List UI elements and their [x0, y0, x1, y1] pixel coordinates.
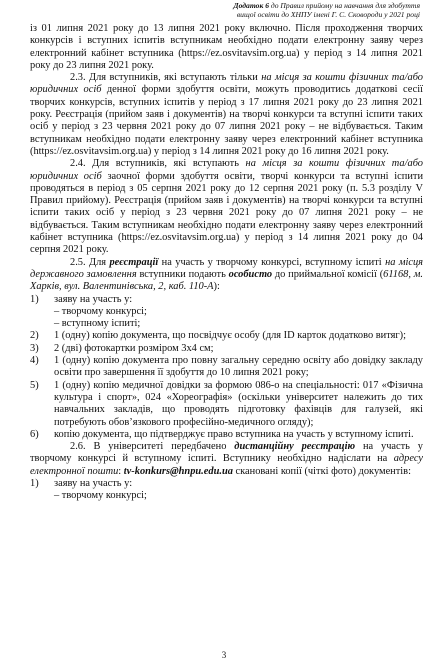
list-item: [30, 294, 423, 306]
p25-personally: особисто: [228, 268, 273, 280]
p24-text-c: заочної форми здобуття освіти, творчі конкурси та вступні іспити проводяться в період з 05 серпня 2021 року до 12 серпня 2021 року (п. 5.3 розділу V Правил прийому). Реєстрація (прийом заяв і документів) на творчі конкурси та вступні іспити таких осіб у період з 23 червня 2021 року до 07 липня 2021 року – не відбувається. Таким вступникам необхідно подати електронну заяву через електронний кабінет вступника (https://ez.osvitavsim.org.ua) у період з 14 липня 2021 року до 04 серпня 2021 року.: [30, 170, 424, 256]
list-subitem: – творчому конкурсі;: [54, 305, 147, 317]
list-subitem: – вступному іспиті;: [54, 318, 141, 330]
p25-text-k: ):: [213, 281, 220, 293]
list-subitem: – творчому конкурсі;: [54, 490, 147, 502]
list-item-text: 1 (одну) копію документа, що посвідчує особу (для ID карток додатково витяг);: [54, 330, 406, 342]
paragraph-2-5: [30, 257, 423, 294]
list-item-number: 4): [30, 355, 39, 367]
p23-emphasis: на місця за кошти фізичних та/або юридичних осіб: [30, 72, 423, 96]
list-item-text: заяву на участь у:: [54, 477, 133, 489]
paragraph-continued: із 01 липня 2021 року до 13 липня 2021 року включно. Після проходження творчих конкурсів і вступних іспитів вступникам необхідно подати електронну заяву через електронний кабінет вступника (https://ez.osvitavsim.org.ua) у період з 14 липня 2021 року до 23 липня 2021 року.: [30, 23, 423, 71]
list-item-number: 1): [30, 477, 39, 489]
header-line-2: вищої освіти до ХНПУ імені Г. С. Сковороди у 2021 році: [236, 9, 420, 19]
list-item-number: 2): [30, 330, 39, 342]
list-item-text: 1 (одну) копію документа про повну загальну середню освіту або довідку закладу освіти про завершення її здобуття до 10 липня 2021 року;: [54, 355, 423, 379]
p26-text-c: на участь у творчому конкурсі й вступному іспиті. Вступнику необхідно надіслати на: [30, 441, 423, 465]
p24-emphasis: на місця за кошти фізичних та/або юридичних осіб: [30, 158, 423, 182]
paragraph-2-4: [30, 158, 423, 256]
list-item-number: 6): [30, 428, 39, 440]
p25-text-g: до приймальної комісії (: [272, 268, 384, 280]
p23-text-c: денної форми здобуття освіти, можуть проводитись додаткові сесії творчих конкурсів, вступних іспитів у період з 17 липня 2021 року до 23 липня 2021 року. Реєстрація (прийом заяв і документів) на творчі конкурси та вступні іспити таких осіб у період з 23 червня 2021 року до 07 липня 2021 року – не відбувається. Таким вступникам необхідно подати електронну заяву через електронний кабінет вступника (https://ez.osvitavsim.org.ua) у період з 14 липня 2021 року до 16 липня 2021 року.: [30, 84, 423, 157]
list-item-text: копію документа, що підтверджує право вступника на участь у вступному іспиті.: [54, 428, 414, 440]
p24-text-a: 2.4. Для вступників, які вступають: [70, 158, 246, 170]
list-item-number: 5): [30, 379, 39, 391]
p25-text-e: вступники подають: [136, 268, 229, 280]
p26-text-g: скановані копії (чіткі фото) документів:: [232, 465, 411, 477]
paragraph-2-6: [30, 441, 423, 478]
paragraph-2-3: [30, 72, 423, 158]
p26-remote-registration: дистанційну реєстрацію: [234, 441, 356, 453]
page-header: [170, 2, 420, 19]
p25-registration: реєстрації: [109, 256, 159, 268]
p26-text-e: :: [118, 465, 124, 477]
email-link[interactable]: tv-konkurs@hnpu.edu.ua: [123, 465, 233, 477]
header-line1-rest: до Правил прийому на навчання для здобуття: [269, 1, 420, 10]
list-item: [30, 355, 423, 380]
list-item: [30, 429, 423, 441]
header-annex: Додаток 6: [233, 1, 269, 10]
list-item-number: 3): [30, 342, 39, 354]
list-item-text: 1 (одну) копію медичної довідки за формою 086-о на спеціальності: 017 «Фізична культура і спорт», 024 «Хореографія» (оскільки університет належить до тих навчальних закладів, що проводять підготовку фахівців для галузей, які потребують обов’язкового професійно-медичного огляду);: [54, 379, 423, 428]
p25-text-c: на участь у творчому конкурсі, вступному іспиті: [158, 256, 386, 268]
list-item-number: 1): [30, 293, 39, 305]
list-item: [30, 330, 423, 342]
list-item-text: 2 (дві) фотокартки розміром 3х4 см;: [54, 342, 214, 354]
list-item: [30, 380, 423, 429]
p25-text-a: 2.5. Для: [70, 256, 110, 268]
p26-text-a: 2.6. В університеті передбачено: [70, 441, 235, 453]
page-number: 3: [221, 650, 227, 660]
p25-state-order: на місця державного замовлення: [30, 256, 423, 280]
list-item-text: заяву на участь у:: [54, 293, 133, 305]
list-item: [30, 343, 423, 355]
p25-address: 61168, м. Харків, вул. Валентинівська, 2, каб. 110-А: [30, 268, 423, 293]
p26-email-label: адресу електронної пошти: [30, 453, 423, 477]
p23-text-a: 2.3. Для вступників, які вступають тільки: [70, 72, 262, 84]
document-body: [30, 23, 423, 503]
list-item: [30, 478, 423, 490]
